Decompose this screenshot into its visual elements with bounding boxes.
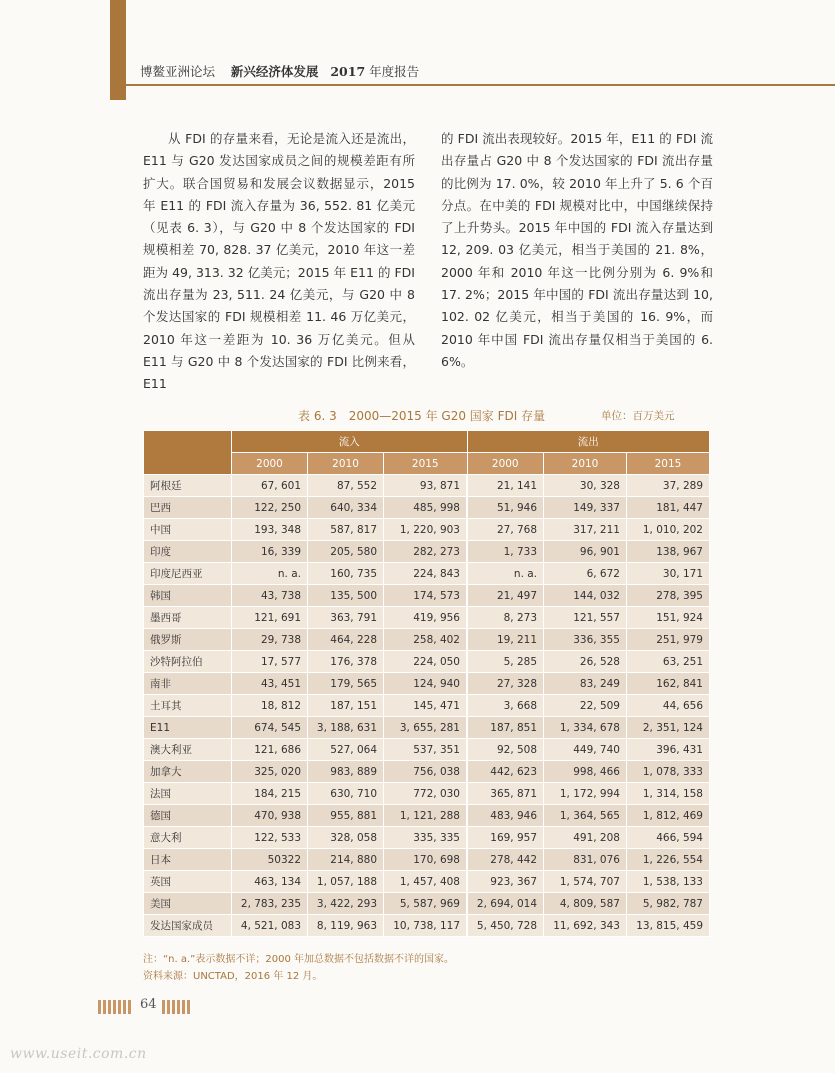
header-year: 2017 — [330, 64, 366, 79]
table-cell: 6, 672 — [544, 563, 627, 585]
table-cell: 756, 038 — [384, 761, 467, 783]
table-cell: 5, 285 — [467, 651, 544, 673]
table-cell: 67, 601 — [232, 475, 308, 497]
table-cell: 224, 843 — [384, 563, 467, 585]
table-cell: 8, 119, 963 — [308, 915, 384, 937]
table-cell: n. a. — [467, 563, 544, 585]
table-cell: 1, 226, 554 — [626, 849, 709, 871]
table-cell: 3, 668 — [467, 695, 544, 717]
footer-bars-right — [162, 1000, 190, 1014]
table-cell: 1, 121, 288 — [384, 805, 467, 827]
table-cell: 30, 328 — [544, 475, 627, 497]
table-cell: 1, 364, 565 — [544, 805, 627, 827]
table-cell: 2, 351, 124 — [626, 717, 709, 739]
row-label: 土耳其 — [144, 695, 232, 717]
table-cell: 630, 710 — [308, 783, 384, 805]
row-label: 印度尼西亚 — [144, 563, 232, 585]
table-cell: 10, 738, 117 — [384, 915, 467, 937]
table-cell: 145, 471 — [384, 695, 467, 717]
table-row — [144, 629, 710, 651]
row-label: 印度 — [144, 541, 232, 563]
table-cell: 640, 334 — [308, 497, 384, 519]
table-cell: 1, 078, 333 — [626, 761, 709, 783]
table-cell: 491, 208 — [544, 827, 627, 849]
row-label: E11 — [144, 717, 232, 739]
year-header: 2000 — [467, 453, 544, 475]
table-row — [144, 673, 710, 695]
table-cell: 174, 573 — [384, 585, 467, 607]
table-cell: 923, 367 — [467, 871, 544, 893]
table-note: 注：“n. a.”表示数据不详；2000 年加总数据不包括数据不详的国家。 — [143, 954, 454, 965]
table-cell: 278, 395 — [626, 585, 709, 607]
table-cell: 2, 694, 014 — [467, 893, 544, 915]
table-cell: 121, 557 — [544, 607, 627, 629]
table-row — [144, 827, 710, 849]
table-row — [144, 607, 710, 629]
table-cell: 122, 250 — [232, 497, 308, 519]
row-label: 德国 — [144, 805, 232, 827]
table-cell: 466, 594 — [626, 827, 709, 849]
table-cell: 224, 050 — [384, 651, 467, 673]
table-cell: 1, 334, 678 — [544, 717, 627, 739]
row-label: 巴西 — [144, 497, 232, 519]
table-cell: 144, 032 — [544, 585, 627, 607]
row-label: 英国 — [144, 871, 232, 893]
row-label: 墨西哥 — [144, 607, 232, 629]
table-cell: 251, 979 — [626, 629, 709, 651]
table-cell: 37, 289 — [626, 475, 709, 497]
row-label: 法国 — [144, 783, 232, 805]
table-cell: 955, 881 — [308, 805, 384, 827]
table-cell: 5, 450, 728 — [467, 915, 544, 937]
body-column-right — [441, 128, 713, 373]
table-cell: 1, 812, 469 — [626, 805, 709, 827]
table-cell: 184, 215 — [232, 783, 308, 805]
table-cell: 396, 431 — [626, 739, 709, 761]
table-row — [144, 717, 710, 739]
table-row — [144, 497, 710, 519]
table-cell: 335, 335 — [384, 827, 467, 849]
group-header-inflow: 流入 — [232, 431, 468, 453]
table-cell: 17, 577 — [232, 651, 308, 673]
table-cell: 83, 249 — [544, 673, 627, 695]
table-row — [144, 651, 710, 673]
table-cell: 442, 623 — [467, 761, 544, 783]
table-cell: 527, 064 — [308, 739, 384, 761]
table-cell: 363, 791 — [308, 607, 384, 629]
table-cell: 258, 402 — [384, 629, 467, 651]
table-cell: 43, 738 — [232, 585, 308, 607]
table-cell: 1, 220, 903 — [384, 519, 467, 541]
table-cell: 463, 134 — [232, 871, 308, 893]
table-cell: 50322 — [232, 849, 308, 871]
table-row — [144, 739, 710, 761]
table-cell: 27, 768 — [467, 519, 544, 541]
year-header: 2015 — [384, 453, 467, 475]
table-cell: 187, 151 — [308, 695, 384, 717]
table-cell: 1, 574, 707 — [544, 871, 627, 893]
year-header: 2010 — [544, 453, 627, 475]
table-cell: 983, 889 — [308, 761, 384, 783]
header-accent-bar — [110, 0, 126, 100]
table-cell: 214, 880 — [308, 849, 384, 871]
table-cell: 485, 998 — [384, 497, 467, 519]
table-cell: 13, 815, 459 — [626, 915, 709, 937]
table-cell: 336, 355 — [544, 629, 627, 651]
table-cell: 11, 692, 343 — [544, 915, 627, 937]
table-cell: 449, 740 — [544, 739, 627, 761]
table-row — [144, 783, 710, 805]
row-label: 澳大利亚 — [144, 739, 232, 761]
header-rule — [126, 84, 835, 86]
row-label: 俄罗斯 — [144, 629, 232, 651]
table-cell: 44, 656 — [626, 695, 709, 717]
table-cell: 29, 738 — [232, 629, 308, 651]
table-cell: 93, 871 — [384, 475, 467, 497]
table-cell: 1, 057, 188 — [308, 871, 384, 893]
table-cell: 365, 871 — [467, 783, 544, 805]
table-cell: 3, 188, 631 — [308, 717, 384, 739]
table-cell: 5, 587, 969 — [384, 893, 467, 915]
table-cell: 282, 273 — [384, 541, 467, 563]
row-label: 加拿大 — [144, 761, 232, 783]
row-label: 意大利 — [144, 827, 232, 849]
page-number: 64 — [140, 997, 157, 1012]
table-cell: 1, 457, 408 — [384, 871, 467, 893]
table-cell: 43, 451 — [232, 673, 308, 695]
table-cell: 831, 076 — [544, 849, 627, 871]
fdi-stock-table — [143, 430, 710, 937]
table-cell: 121, 686 — [232, 739, 308, 761]
table-row — [144, 849, 710, 871]
table-cell: 5, 982, 787 — [626, 893, 709, 915]
table-cell: 3, 655, 281 — [384, 717, 467, 739]
watermark: www.useit.com.cn — [10, 1046, 147, 1062]
table-cell: 170, 698 — [384, 849, 467, 871]
table-row — [144, 475, 710, 497]
table-cell: 1, 172, 994 — [544, 783, 627, 805]
table-cell: 176, 378 — [308, 651, 384, 673]
row-label: 阿根廷 — [144, 475, 232, 497]
header-report-name: 新兴经济体发展 — [230, 64, 319, 79]
table-corner-cell — [144, 431, 232, 475]
table-cell: 96, 901 — [544, 541, 627, 563]
table-row — [144, 695, 710, 717]
table-row — [144, 585, 710, 607]
table-cell: 26, 528 — [544, 651, 627, 673]
table-cell: 464, 228 — [308, 629, 384, 651]
table-cell: 124, 940 — [384, 673, 467, 695]
table-cell: 317, 211 — [544, 519, 627, 541]
row-label: 韩国 — [144, 585, 232, 607]
table-row — [144, 541, 710, 563]
table-row — [144, 915, 710, 937]
table-cell: 121, 691 — [232, 607, 308, 629]
running-header — [140, 62, 419, 80]
body-paragraph-left: 从 FDI 的存量来看，无论是流入还是流出，E11 与 G20 发达国家成员之间的规模差距有所扩大。联合国贸易和发展会议数据显示，2015 年 E11 的 FDI 流入存量为 36, 552. 81 亿美元（见表 6. 3），与 G20 中 8 个发达国家的 FDI 规模相差 70, 828. 37 亿美元，2010 年这一差距为 49, 313. 32 亿美元；2015 年 E11 的 FDI 流出存量为 23, 511. 24 亿美元，与 G20 中 8 个发达国家的 FDI 规模相差 11. 46 万亿美元，2010 年这一差距为 10. 36 万亿美元。但从 E11 与 G20 中 8 个发达国家的 FDI 比例来看，E11 — [143, 131, 415, 392]
table-cell: 92, 508 — [467, 739, 544, 761]
year-header: 2010 — [308, 453, 384, 475]
table-cell: 51, 946 — [467, 497, 544, 519]
row-label: 美国 — [144, 893, 232, 915]
table-cell: 470, 938 — [232, 805, 308, 827]
table-cell: 278, 442 — [467, 849, 544, 871]
table-cell: 193, 348 — [232, 519, 308, 541]
row-label: 日本 — [144, 849, 232, 871]
table-row — [144, 761, 710, 783]
table-cell: 2, 783, 235 — [232, 893, 308, 915]
table-group-header-row — [144, 431, 710, 453]
table-cell: 160, 735 — [308, 563, 384, 585]
table-cell: 18, 812 — [232, 695, 308, 717]
table-cell: 1, 010, 202 — [626, 519, 709, 541]
table-cell: 63, 251 — [626, 651, 709, 673]
table-cell: 138, 967 — [626, 541, 709, 563]
table-cell: 483, 946 — [467, 805, 544, 827]
table-cell: 169, 957 — [467, 827, 544, 849]
header-forum: 博鳌亚洲论坛 — [140, 64, 216, 79]
table-cell: 537, 351 — [384, 739, 467, 761]
row-label: 发达国家成员 — [144, 915, 232, 937]
table-cell: 772, 030 — [384, 783, 467, 805]
year-header: 2015 — [626, 453, 709, 475]
table-title: 表 6. 3 2000—2015 年 G20 国家 FDI 存量 — [298, 409, 546, 423]
table-cell: 16, 339 — [232, 541, 308, 563]
table-cell: 179, 565 — [308, 673, 384, 695]
table-cell: 135, 500 — [308, 585, 384, 607]
table-row — [144, 893, 710, 915]
table-cell: 1, 538, 133 — [626, 871, 709, 893]
table-cell: 3, 422, 293 — [308, 893, 384, 915]
table-cell: 187, 851 — [467, 717, 544, 739]
table-cell: 22, 509 — [544, 695, 627, 717]
header-report-type: 年度报告 — [369, 64, 420, 79]
table-cell: 4, 521, 083 — [232, 915, 308, 937]
table-cell: 205, 580 — [308, 541, 384, 563]
table-row — [144, 871, 710, 893]
table-row — [144, 805, 710, 827]
row-label: 南非 — [144, 673, 232, 695]
table-cell: n. a. — [232, 563, 308, 585]
table-cell: 122, 533 — [232, 827, 308, 849]
table-cell: 21, 141 — [467, 475, 544, 497]
footer-bars-left — [98, 1000, 131, 1014]
table-source: 资料来源：UNCTAD，2016 年 12 月。 — [143, 971, 323, 982]
table-cell: 998, 466 — [544, 761, 627, 783]
table-cell: 419, 956 — [384, 607, 467, 629]
table-cell: 21, 497 — [467, 585, 544, 607]
table-cell: 587, 817 — [308, 519, 384, 541]
table-cell: 674, 545 — [232, 717, 308, 739]
table-row — [144, 519, 710, 541]
table-cell: 1, 314, 158 — [626, 783, 709, 805]
row-label: 中国 — [144, 519, 232, 541]
group-header-outflow: 流出 — [467, 431, 710, 453]
table-cell: 1, 733 — [467, 541, 544, 563]
year-header: 2000 — [232, 453, 308, 475]
table-cell: 149, 337 — [544, 497, 627, 519]
table-cell: 4, 809, 587 — [544, 893, 627, 915]
table-cell: 328, 058 — [308, 827, 384, 849]
table-cell: 181, 447 — [626, 497, 709, 519]
table-cell: 151, 924 — [626, 607, 709, 629]
table-cell: 30, 171 — [626, 563, 709, 585]
table-cell: 27, 328 — [467, 673, 544, 695]
body-paragraph-right: 的 FDI 流出表现较好。2015 年，E11 的 FDI 流出存量占 G20 中 8 个发达国家的 FDI 流出存量的比例为 17. 0%，较 2010 年上升了 5. 6 个百分点。在中美的 FDI 规模对比中，中国继续保持了上升势头。2015 年中国的 FDI 流入存量达到 12, 209. 03 亿美元，相当于美国的 21. 8%，2000 年和 2010 年这一比例分别为 6. 9%和 17. 2%；2015 年中国的 FDI 流出存量达到 10, 102. 02 亿美元，相当于美国的 16. 9%，而 2010 年中国 FDI 流出存量仅相当于美国的 6. 6%。 — [441, 131, 713, 369]
table-cell: 19, 211 — [467, 629, 544, 651]
table-cell: 8, 273 — [467, 607, 544, 629]
table-unit: 单位：百万美元 — [601, 410, 675, 422]
table-cell: 325, 020 — [232, 761, 308, 783]
body-column-left — [143, 128, 415, 396]
table-body — [144, 475, 710, 937]
row-label: 沙特阿拉伯 — [144, 651, 232, 673]
table-cell: 162, 841 — [626, 673, 709, 695]
table-row — [144, 563, 710, 585]
table-cell: 87, 552 — [308, 475, 384, 497]
